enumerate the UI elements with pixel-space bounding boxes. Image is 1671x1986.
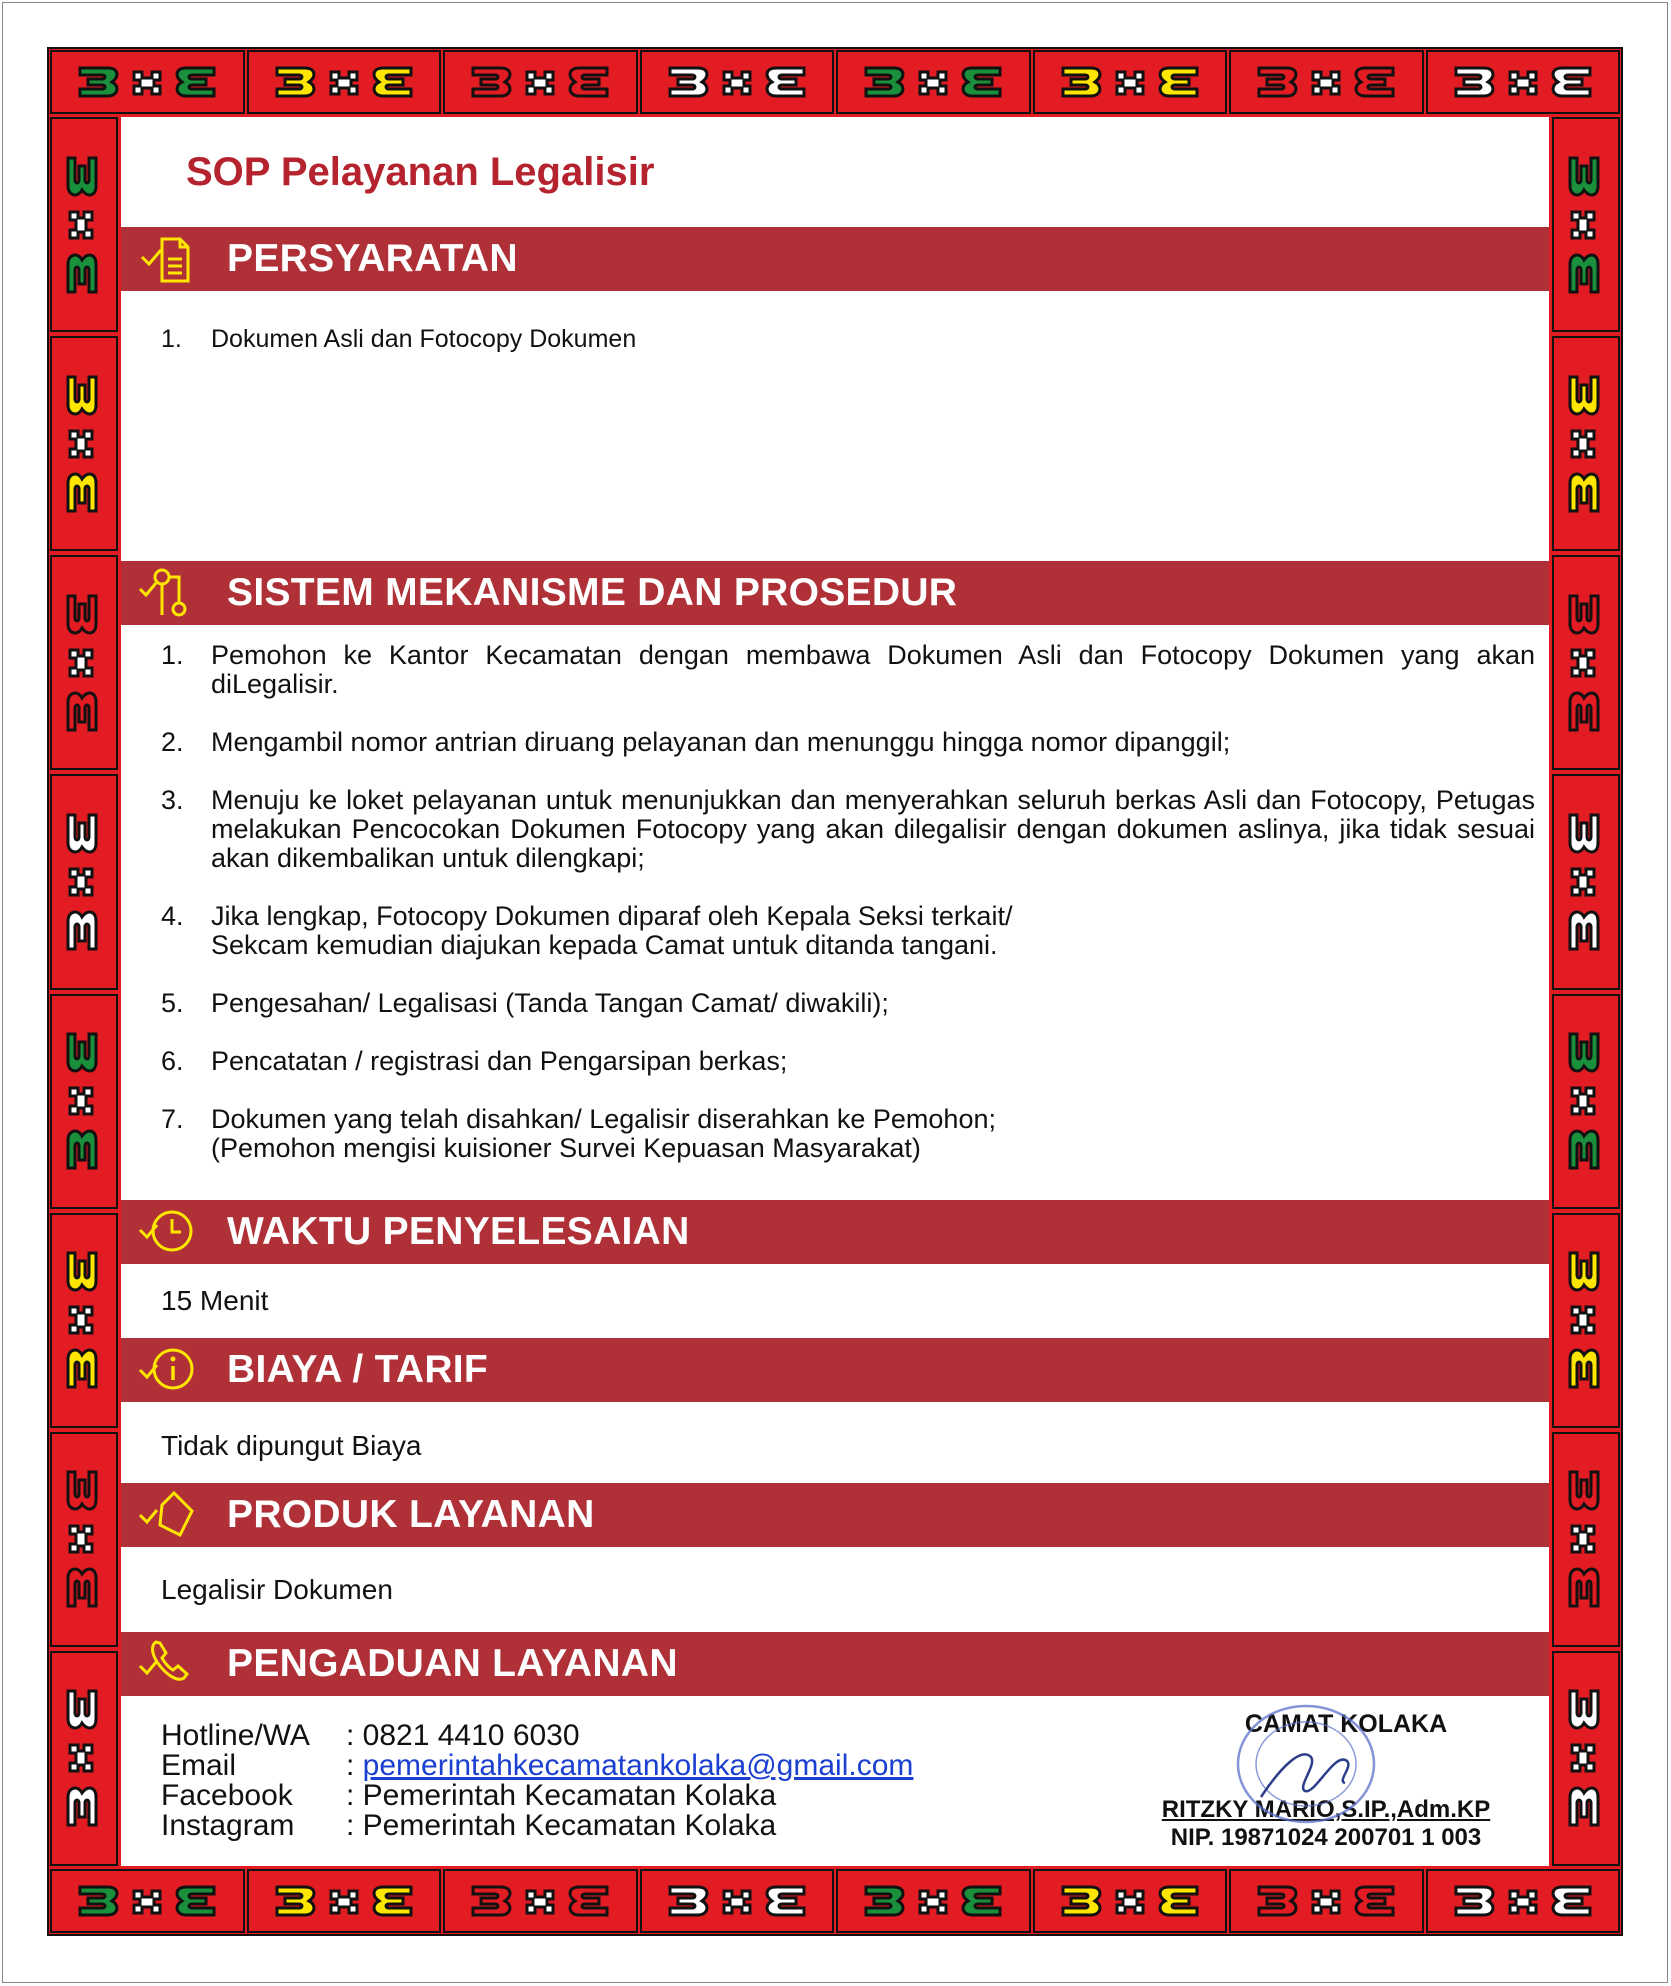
signature-name: RITZKY MARIO,S.IP.,Adm.KP	[1161, 1796, 1491, 1823]
ornament-tile	[1033, 50, 1228, 114]
ornament-tile	[247, 50, 442, 114]
ornament-tile	[50, 1432, 118, 1647]
contact-row-email: Email : pemerintahkecamatankolaka@gmail.com	[161, 1749, 914, 1782]
ornament-tile	[50, 117, 118, 332]
ornament-tile	[50, 1651, 118, 1866]
list-item: 1. Pemohon ke Kantor Kecamatan dengan membawa Dokumen Asli dan Fotocopy Dokumen yang akan diLegalisir.	[161, 640, 1535, 699]
section-header-prosedur	[121, 561, 1549, 625]
section-header-persyaratan	[121, 227, 1549, 291]
requirements-list	[161, 325, 1535, 383]
section-title: PERSYARATAN	[227, 237, 518, 280]
ornament-tile	[1552, 1213, 1620, 1428]
section-title: BIAYA / TARIF	[227, 1348, 489, 1391]
list-item: 7. Dokumen yang telah disahkan/ Legalisir diserahkan ke Pemohon; (Pemohon mengisi kuisioner Survei Kepuasan Masyarakat)	[161, 1104, 996, 1163]
list-item: 2. Mengambil nomor antrian diruang pelayanan dan menunggu hingga nomor dipanggil;	[161, 727, 1231, 757]
info-icon	[133, 1340, 199, 1400]
ornament-tile	[443, 1869, 638, 1933]
ornament-tile	[836, 1869, 1031, 1933]
list-item: 6. Pencatatan / registrasi dan Pengarsipan berkas;	[161, 1046, 788, 1076]
ornament-tile	[1426, 1869, 1621, 1933]
contact-row-hotline: Hotline/WA : 0821 4410 6030	[161, 1719, 580, 1752]
ornament-tile	[50, 994, 118, 1209]
contact-row-instagram: Instagram : Pemerintah Kecamatan Kolaka	[161, 1809, 777, 1842]
ornament-tile	[1552, 117, 1620, 332]
section-header-pengaduan	[121, 1632, 1549, 1696]
ornament-left-column	[49, 115, 119, 1868]
ornament-tile	[1033, 1869, 1228, 1933]
clock-icon	[133, 1202, 199, 1262]
product-value: Legalisir Dokumen	[161, 1574, 393, 1605]
ornament-tile	[50, 1213, 118, 1428]
list-item: 1. Dokumen Asli dan Fotocopy Dokumen	[161, 325, 637, 353]
section-header-produk	[121, 1483, 1549, 1547]
section-header-waktu	[121, 1200, 1549, 1264]
section-title: PENGADUAN LAYANAN	[227, 1642, 678, 1685]
email-link[interactable]: pemerintahkecamatankolaka@gmail.com	[362, 1749, 914, 1782]
section-header-biaya	[121, 1338, 1549, 1402]
official-stamp	[1231, 1702, 1381, 1837]
tag-icon	[133, 1485, 199, 1545]
list-item: 4. Jika lengkap, Fotocopy Dokumen diparaf oleh Kepala Seksi terkait/ Sekcam kemudian diajukan kepada Camat untuk ditanda tangani.	[161, 901, 1013, 960]
ornament-tile	[1552, 774, 1620, 989]
procedure-list	[161, 641, 1535, 1192]
ornament-tile	[836, 50, 1031, 114]
flow-key-icon	[133, 563, 199, 623]
ornament-tile	[1552, 555, 1620, 770]
contact-row-facebook: Facebook : Pemerintah Kecamatan Kolaka	[161, 1779, 777, 1812]
signature-block	[1141, 1710, 1511, 1852]
document-check-icon	[133, 229, 199, 289]
ornament-tile	[640, 50, 835, 114]
ornament-tile	[1426, 50, 1621, 114]
ornament-tile	[1229, 50, 1424, 114]
ornament-bottom-row	[49, 1868, 1621, 1934]
list-item: 5. Pengesahan/ Legalisasi (Tanda Tangan Camat/ diwakili);	[161, 988, 889, 1018]
list-item: 3. Menuju ke loket pelayanan untuk menunjukkan dan menyerahkan seluruh berkas Asli dan Fotocopy, Petugas melakukan Pencocokan Dokumen Fotocopy yang akan dilegalisir dengan dokumen aslinya, jika tidak sesuai akan dikembalikan untuk dilengkapi;	[161, 785, 1535, 873]
ornament-top-row	[49, 49, 1621, 115]
ornament-tile	[640, 1869, 835, 1933]
ornament-tile	[247, 1869, 442, 1933]
ornament-tile	[1552, 336, 1620, 551]
ornament-tile	[50, 1869, 245, 1933]
ornament-tile	[1552, 1651, 1620, 1866]
fee-value: Tidak dipungut Biaya	[161, 1430, 422, 1461]
ornament-tile	[443, 50, 638, 114]
signature-position: CAMAT KOLAKA	[1244, 1710, 1448, 1738]
ornament-right-column	[1551, 115, 1621, 1868]
ornament-tile	[50, 50, 245, 114]
ornament-tile	[1552, 1432, 1620, 1647]
ornament-tile	[50, 774, 118, 989]
ornament-tile	[50, 336, 118, 551]
section-title: PRODUK LAYANAN	[227, 1493, 595, 1536]
ornament-tile	[1229, 1869, 1424, 1933]
signature-nip: NIP. 19871024 200701 1 003	[1170, 1824, 1482, 1851]
section-title: WAKTU PENYELESAIAN	[227, 1210, 690, 1253]
ornament-tile	[1552, 994, 1620, 1209]
completion-time-value: 15 Menit	[161, 1285, 269, 1316]
contact-info	[161, 1721, 913, 1841]
ornament-tile	[50, 555, 118, 770]
section-title: SISTEM MEKANISME DAN PROSEDUR	[227, 571, 958, 614]
content-panel	[121, 117, 1549, 1866]
page-title: SOP Pelayanan Legalisir	[186, 150, 655, 194]
phone-icon	[133, 1634, 199, 1694]
